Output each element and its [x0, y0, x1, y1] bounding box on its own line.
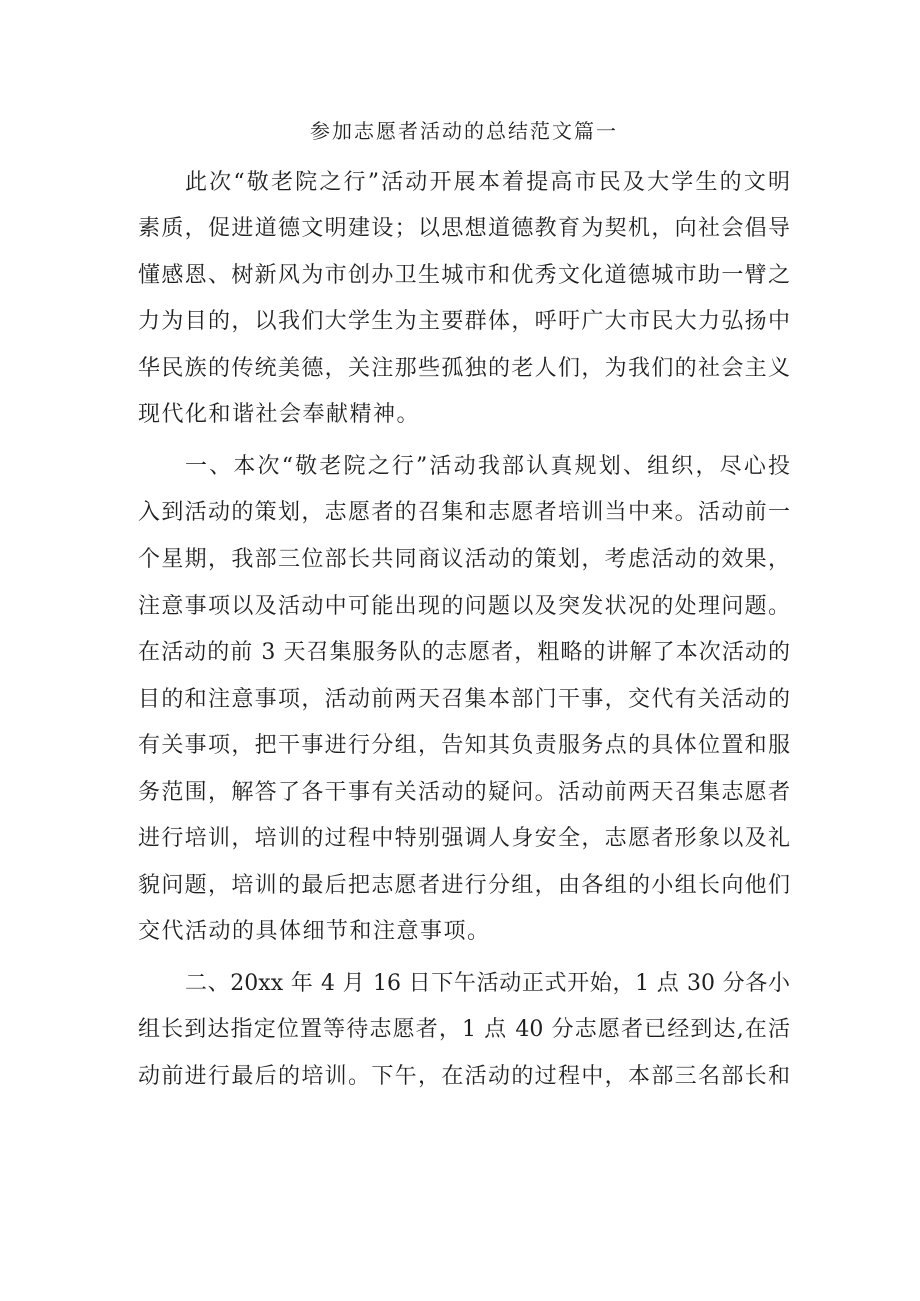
text-line: 素质，促进道德文明建设；以思想道德教育为契机，向社会倡导	[138, 216, 790, 241]
text-line: 华民族的传统美德，关注那些孤独的老人们，为我们的社会主义	[138, 356, 790, 381]
text-line: 此次“敬老院之行”活动开展本着提高市民及大学生的文明	[185, 170, 790, 195]
text-line: 有关事项，把干事进行分组，告知其负责服务点的具体位置和服	[138, 733, 790, 758]
text-line: 目的和注意事项，活动前两天召集本部门干事，交代有关活动的	[138, 687, 790, 712]
text-line: 交代活动的具体细节和注意事项。	[138, 919, 491, 944]
text-line: 个星期，我部三位部长共同商议活动的策划，考虑活动的效果，	[138, 547, 790, 572]
text-line: 貌问题，培训的最后把志愿者进行分组，由各组的小组长向他们	[138, 873, 790, 898]
text-line: 入到活动的策划，志愿者的召集和志愿者培训当中来。活动前一	[138, 500, 790, 525]
text-line: 务范围，解答了各干事有关活动的疑问。活动前两天召集志愿者	[138, 780, 790, 805]
text-line: 进行培训，培训的过程中特别强调人身安全，志愿者形象以及礼	[138, 826, 790, 851]
text-line: 一、本次“敬老院之行”活动我部认真规划、组织，尽心投	[185, 454, 790, 479]
text-line: 动前进行最后的培训。下午，在活动的过程中，本部三名部长和	[138, 1064, 790, 1089]
text-line: 组长到达指定位置等待志愿者，1 点 40 分志愿者已经到达,在活	[138, 1017, 790, 1042]
text-line: 在活动的前 3 天召集服务队的志愿者，粗略的讲解了本次活动的	[138, 640, 790, 665]
document-title: 参加志愿者活动的总结范文篇一	[310, 119, 618, 143]
text-line: 二、20xx 年 4 月 16 日下午活动正式开始，1 点 30 分各小	[185, 971, 790, 996]
text-line: 现代化和谐社会奉献精神。	[138, 402, 421, 427]
text-line: 力为目的，以我们大学生为主要群体，呼吁广大市民大力弘扬中	[138, 309, 790, 334]
text-line: 注意事项以及活动中可能出现的问题以及突发状况的处理问题。	[138, 594, 790, 619]
text-line: 懂感恩、树新风为市创办卫生城市和优秀文化道德城市助一臂之	[138, 263, 790, 288]
